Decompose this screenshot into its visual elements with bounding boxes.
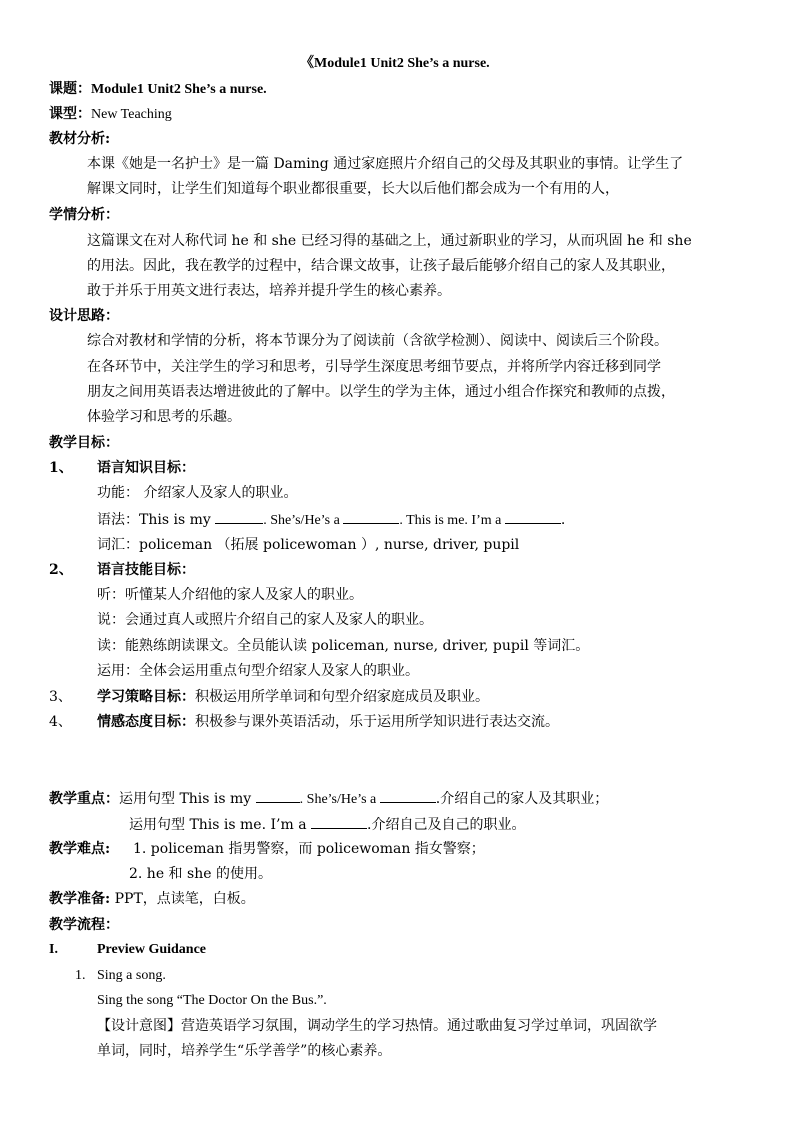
learner-line-2: 的用法。因此，我在教学的过程中，结合课文故事，让孩子最后能够介绍自己的家人及其职业， bbox=[87, 258, 675, 274]
preparation-line bbox=[49, 890, 255, 908]
design-line-2: 在各环节中，关注学生的学习和思考，引导学生深度思考细节要点，并将所学内容迁移到同学 bbox=[87, 359, 661, 375]
difficulties-label: 教学难点: bbox=[49, 841, 111, 857]
grammar-part-3: . This is me. I’m a bbox=[399, 513, 505, 528]
difficulties-line-1: 1. policeman 指男警察，而 policewoman 指女警察； bbox=[133, 841, 485, 857]
grammar-part-2: . She’s/He’s a bbox=[263, 513, 344, 528]
grammar-part-1: 语法：This is my bbox=[97, 512, 216, 528]
topic-label: 课题： bbox=[49, 81, 91, 97]
step-title: Sing a song. bbox=[97, 968, 166, 983]
learner-line-3: 敢于并乐于用英文进行表达，培养并提升学生的核心素养。 bbox=[87, 283, 451, 299]
key-points-part-2: . She’s/He’s a bbox=[299, 792, 380, 807]
material-heading: 教材分析: bbox=[49, 131, 111, 147]
goal-4-line bbox=[97, 713, 559, 731]
section-number: I. bbox=[49, 942, 58, 957]
material-line-1: 本课《她是一名护士》是一篇 Daming 通过家庭照片介绍自己的父母及其职业的事情。让学生了 bbox=[87, 156, 684, 172]
key-points-line-2 bbox=[129, 815, 525, 834]
key-points-part-5: .介绍自己及自己的职业。 bbox=[367, 817, 526, 833]
design-line-3: 朋友之间用英语表达增进彼此的了解中。以学生的学为主体，通过小组合作探究和教师的点拨， bbox=[87, 384, 675, 400]
key-points-label: 教学重点： bbox=[49, 791, 119, 807]
key-points-blank-1 bbox=[256, 789, 300, 803]
goal-4-number: 4、 bbox=[49, 714, 72, 730]
goal-2-number: 2、 bbox=[49, 562, 73, 578]
grammar-blank-2 bbox=[343, 510, 399, 524]
section-title: Preview Guidance bbox=[97, 942, 207, 957]
lesson-type-value: New Teaching bbox=[91, 107, 172, 122]
design-intent-line-1: 【设计意图】营造英语学习氛围，调动学生的学习热情。通过歌曲复习学过单词，巩固欲学 bbox=[97, 1018, 657, 1034]
goal-2-usage: 运用：全体会运用重点句型介绍家人及家人的职业。 bbox=[97, 663, 419, 679]
grammar-part-4: . bbox=[560, 512, 566, 528]
goal-3-text: 积极运用所学单词和句型介绍家庭成员及职业。 bbox=[195, 689, 489, 705]
process-heading: 教学流程： bbox=[49, 917, 119, 933]
difficulties-line-2: 2. he 和 she 的使用。 bbox=[129, 866, 272, 882]
goal-3-line bbox=[97, 688, 489, 706]
goals-heading: 教学目标： bbox=[49, 435, 119, 451]
lesson-type-label: 课型： bbox=[49, 106, 91, 122]
key-points-blank-2 bbox=[380, 789, 436, 803]
design-heading: 设计思路： bbox=[49, 308, 119, 324]
goal-1-title: 语言知识目标： bbox=[97, 460, 195, 476]
lesson-type-line bbox=[49, 105, 172, 124]
goal-2-speaking: 说：会通过真人或照片介绍自己的家人及家人的职业。 bbox=[97, 612, 433, 628]
goal-2-listening: 听：听懂某人介绍他的家人及家人的职业。 bbox=[97, 587, 363, 603]
goal-4-title: 情感态度目标： bbox=[97, 714, 195, 730]
design-intent-line-2: 单词，同时，培养学生“乐学善学”的核心素养。 bbox=[97, 1043, 392, 1059]
material-line-2: 解课文同时，让学生们知道每个职业都很重要，长大以后他们都会成为一个有用的人， bbox=[87, 181, 619, 197]
document-title: 《Module1 Unit2 She’s a nurse. bbox=[300, 56, 490, 71]
goal-1-vocab: 词汇：policeman （拓展 policewoman ）, nurse, driver, pupil bbox=[97, 537, 520, 553]
goal-1-function: 功能： 介绍家人及家人的职业。 bbox=[97, 485, 298, 501]
key-points-line-1 bbox=[49, 789, 608, 809]
grammar-blank-1 bbox=[215, 510, 263, 524]
key-points-part-4: 运用句型 This is me. I’m a bbox=[129, 817, 311, 833]
topic-value: Module1 Unit2 She’s a nurse. bbox=[91, 82, 267, 97]
goal-3-title: 学习策略目标： bbox=[97, 689, 195, 705]
goal-2-reading: 读：能熟练朗读课文。全员能认读 policeman, nurse, driver, pupil 等词汇。 bbox=[97, 638, 590, 654]
goal-4-text: 积极参与课外英语活动，乐于运用所学知识进行表达交流。 bbox=[195, 714, 559, 730]
topic-line bbox=[49, 80, 267, 99]
design-line-1: 综合对教材和学情的分析，将本节课分为了阅读前（含欲学检测）、阅读中、阅读后三个阶段。 bbox=[87, 333, 668, 349]
key-points-part-3: .介绍自己的家人及其职业； bbox=[435, 791, 609, 807]
preparation-value: PPT，点读笔，白板。 bbox=[110, 891, 255, 907]
key-points-part-1: 运用句型 This is my bbox=[119, 791, 256, 807]
preparation-label: 教学准备: bbox=[49, 891, 111, 907]
step-description: Sing the song “The Doctor On the Bus.”. bbox=[97, 993, 327, 1008]
learner-line-1: 这篇课文在对人称代词 he 和 she 已经习得的基础之上，通过新职业的学习，从而巩固 he 和 she bbox=[87, 233, 692, 249]
goal-1-number: 1、 bbox=[49, 460, 73, 476]
step-number: 1. bbox=[75, 968, 86, 983]
learner-heading: 学情分析： bbox=[49, 207, 119, 223]
key-points-blank-3 bbox=[311, 815, 367, 829]
grammar-blank-3 bbox=[505, 510, 561, 524]
design-line-4: 体验学习和思考的乐趣。 bbox=[87, 409, 241, 425]
goal-1-grammar bbox=[97, 510, 565, 530]
goal-2-title: 语言技能目标： bbox=[97, 562, 195, 578]
goal-3-number: 3、 bbox=[49, 689, 72, 705]
